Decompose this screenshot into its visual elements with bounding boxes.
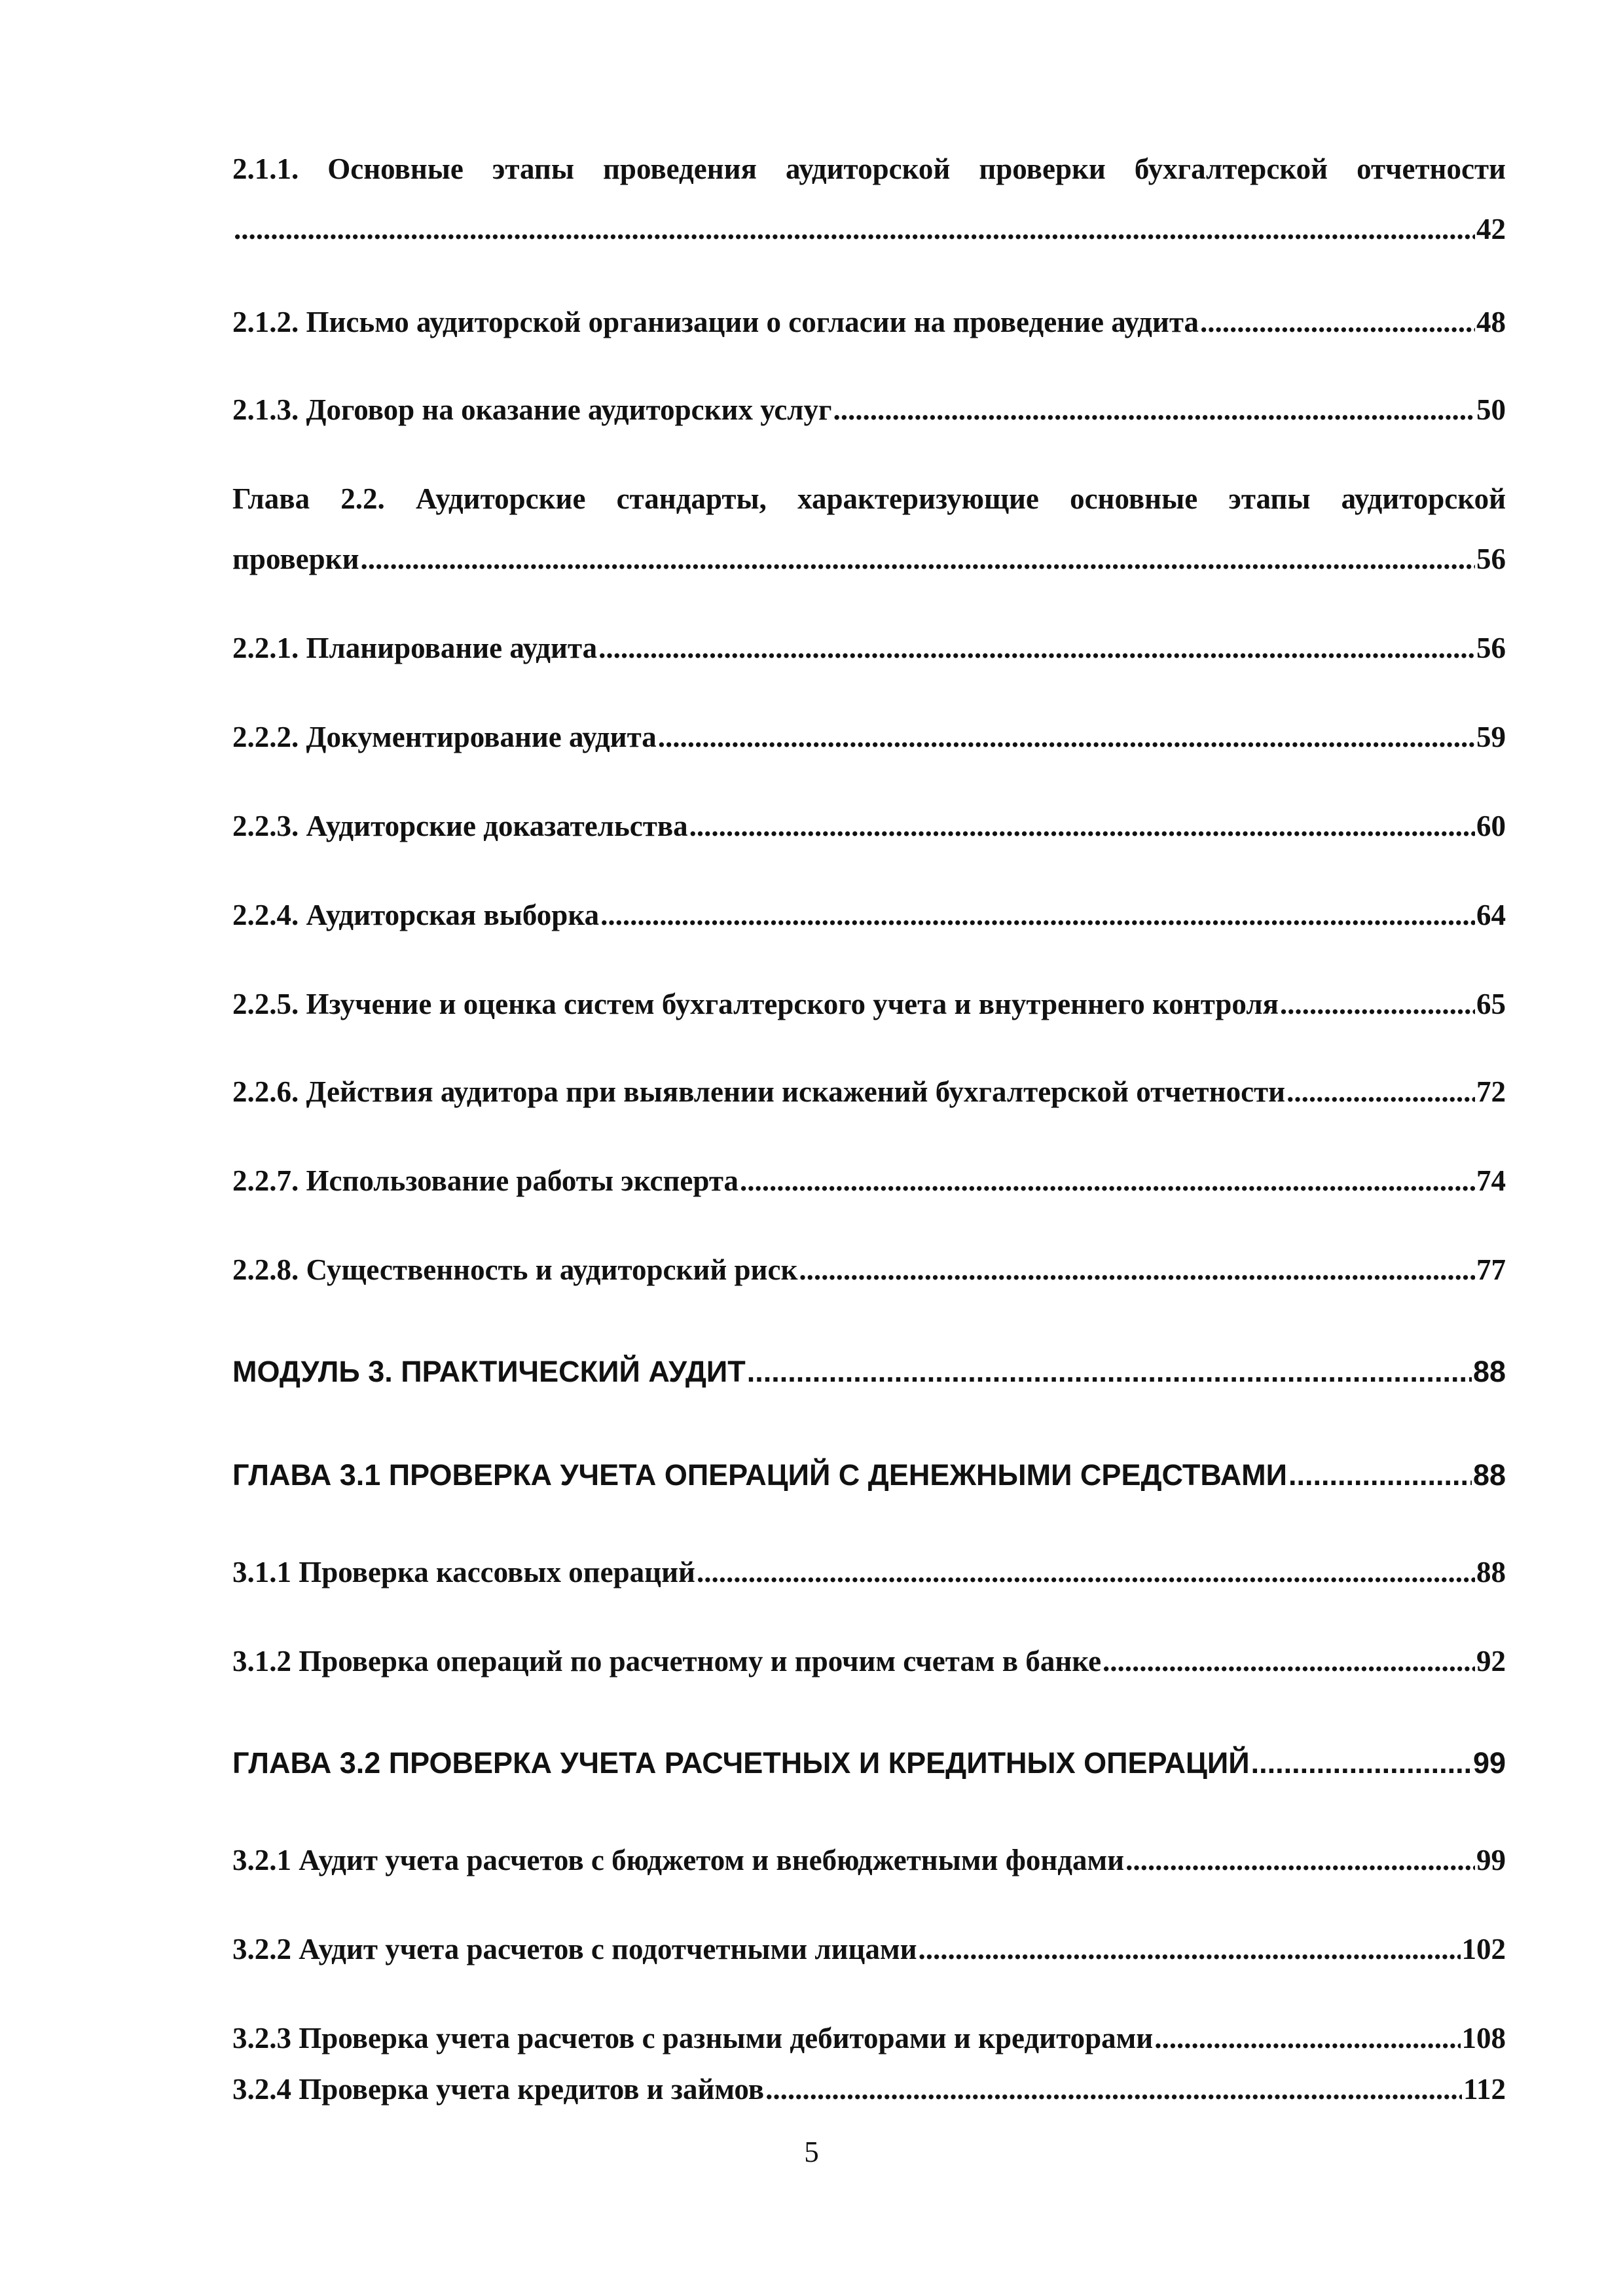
toc-entry-module-3[interactable] xyxy=(232,1355,1506,1389)
toc-entry-chapter-3-1[interactable] xyxy=(232,1458,1506,1492)
toc-page-number: 42 xyxy=(1476,213,1506,245)
toc-entry-title-continuation: проверки xyxy=(232,543,359,575)
toc-page-number: 50 xyxy=(1476,393,1506,426)
toc-entry-3-2-1[interactable] xyxy=(232,1843,1506,1877)
toc-entry-title: 2.1.3. Договор на оказание аудиторских услуг xyxy=(232,393,832,426)
toc-page-number: 88 xyxy=(1472,1458,1506,1492)
toc-leader-dots xyxy=(799,1253,1475,1287)
toc-entry-title: Глава 2.2. Аудиторские стандарты, характеризующие основные этапы аудиторской xyxy=(232,482,1506,515)
toc-entry-title: 2.2.3. Аудиторские доказательства xyxy=(232,810,688,842)
toc-entry-title: 2.2.7. Использование работы эксперта xyxy=(232,1164,739,1197)
toc-entry-title: 3.2.4 Проверка учета кредитов и займов xyxy=(232,2073,765,2106)
toc-page-number: 56 xyxy=(1476,632,1506,664)
toc-leader-dots xyxy=(919,1932,1461,1966)
toc-entry-title: 2.2.5. Изучение и оценка систем бухгалтерского учета и внутреннего контроля xyxy=(232,988,1279,1020)
toc-leader-dots xyxy=(1286,1075,1475,1109)
toc-leader-dots xyxy=(833,393,1475,427)
toc-entry-chapter-2-2[interactable] xyxy=(232,482,1506,576)
toc-entry-title: ГЛАВА 3.1 ПРОВЕРКА УЧЕТА ОПЕРАЦИЙ С ДЕНЕЖНЫМИ СРЕДСТВАМИ xyxy=(232,1458,1287,1492)
toc-leader-dots xyxy=(1103,1644,1475,1678)
toc-entry-2-1-3[interactable] xyxy=(232,393,1506,427)
toc-leader-dots xyxy=(1288,1458,1472,1492)
toc-entry-2-2-7[interactable] xyxy=(232,1164,1506,1198)
toc-entry-2-2-2[interactable] xyxy=(232,720,1506,754)
toc-page-number: 99 xyxy=(1472,1746,1506,1780)
toc-page-number: 77 xyxy=(1476,1253,1506,1286)
toc-page-number: 108 xyxy=(1461,2022,1506,2054)
toc-entry-title: 2.2.2. Документирование аудита xyxy=(232,721,657,753)
toc-entry-3-1-1[interactable] xyxy=(232,1555,1506,1589)
toc-entry-title: ГЛАВА 3.2 ПРОВЕРКА УЧЕТА РАСЧЕТНЫХ И КРЕДИТНЫХ ОПЕРАЦИЙ xyxy=(232,1746,1250,1780)
toc-entry-chapter-3-2[interactable] xyxy=(232,1746,1506,1780)
toc-leader-dots xyxy=(234,212,1475,246)
toc-leader-dots xyxy=(361,542,1476,576)
toc-page-number: 72 xyxy=(1476,1075,1506,1108)
toc-entry-title: 3.1.1 Проверка кассовых операций xyxy=(232,1556,695,1588)
toc-entry-title: 2.2.6. Действия аудитора при выявлении искажений бухгалтерской отчетности xyxy=(232,1075,1286,1108)
toc-entry-title: 3.1.2 Проверка операций по расчетному и прочим счетам в банке xyxy=(232,1645,1102,1677)
toc-leader-dots xyxy=(740,1164,1475,1198)
toc-entry-2-2-3[interactable] xyxy=(232,809,1506,843)
toc-page-number: 92 xyxy=(1476,1645,1506,1677)
toc-page-number: 99 xyxy=(1476,1844,1506,1876)
toc-page-number: 60 xyxy=(1476,810,1506,842)
toc-leader-dots xyxy=(747,1355,1472,1389)
toc-entry-title: МОДУЛЬ 3. ПРАКТИЧЕСКИЙ АУДИТ xyxy=(232,1355,746,1388)
toc-page-number: 112 xyxy=(1463,2073,1506,2106)
toc-entry-title: 2.1.2. Письмо аудиторской организации о согласии на проведение аудита xyxy=(232,306,1199,338)
toc-leader-dots xyxy=(1251,1746,1472,1780)
page-number: 5 xyxy=(804,2136,819,2168)
toc-entry-2-2-1[interactable] xyxy=(232,631,1506,665)
toc-leader-dots xyxy=(765,2072,1462,2106)
toc-entry-title: 2.1.1. Основные этапы проведения аудиторской проверки бухгалтерской отчетности xyxy=(232,152,1506,185)
toc-page-number: 48 xyxy=(1476,306,1506,338)
toc-page-number: 102 xyxy=(1461,1933,1506,1965)
toc-entry-2-2-8[interactable] xyxy=(232,1253,1506,1287)
toc-entry-title: 3.2.2 Аудит учета расчетов с подотчетными лицами xyxy=(232,1933,917,1965)
toc-entry-2-2-6[interactable] xyxy=(232,1075,1506,1109)
toc-leader-dots xyxy=(1125,1843,1475,1877)
toc-page-number: 56 xyxy=(1476,543,1506,575)
toc-entry-2-1-2[interactable] xyxy=(232,305,1506,339)
toc-leader-dots xyxy=(1280,987,1475,1021)
toc-entry-title: 2.2.8. Существенность и аудиторский риск xyxy=(232,1253,798,1286)
toc-leader-dots xyxy=(658,720,1475,754)
toc-entry-2-1-1[interactable] xyxy=(232,152,1506,246)
toc-entry-3-2-4[interactable] xyxy=(232,2072,1506,2106)
toc-leader-dots xyxy=(697,1555,1475,1589)
toc-entry-title: 3.2.3 Проверка учета расчетов с разными дебиторами и кредиторами xyxy=(232,2022,1154,2054)
toc-entry-2-2-4[interactable] xyxy=(232,898,1506,932)
toc-page-number: 74 xyxy=(1476,1164,1506,1197)
toc-entry-title: 3.2.1 Аудит учета расчетов с бюджетом и внебюджетными фондами xyxy=(232,1844,1125,1876)
toc-entry-title: 2.2.4. Аудиторская выборка xyxy=(232,899,600,931)
toc-leader-dots xyxy=(1200,305,1475,339)
toc-leader-dots xyxy=(1154,2021,1460,2055)
toc-page-number: 88 xyxy=(1476,1556,1506,1588)
toc-page-number: 65 xyxy=(1476,988,1506,1020)
toc-leader-dots xyxy=(600,898,1475,932)
toc-page-number: 88 xyxy=(1472,1355,1506,1388)
toc-leader-dots xyxy=(598,631,1475,665)
toc-entry-3-2-2[interactable] xyxy=(232,1932,1506,1966)
toc-entry-3-2-3[interactable] xyxy=(232,2021,1506,2055)
toc-entry-3-1-2[interactable] xyxy=(232,1644,1506,1678)
toc-leader-dots xyxy=(689,809,1475,843)
toc-entry-2-2-5[interactable] xyxy=(232,987,1506,1021)
toc-page-number: 59 xyxy=(1476,721,1506,753)
toc-entry-title: 2.2.1. Планирование аудита xyxy=(232,632,598,664)
toc-page-number: 64 xyxy=(1476,899,1506,931)
